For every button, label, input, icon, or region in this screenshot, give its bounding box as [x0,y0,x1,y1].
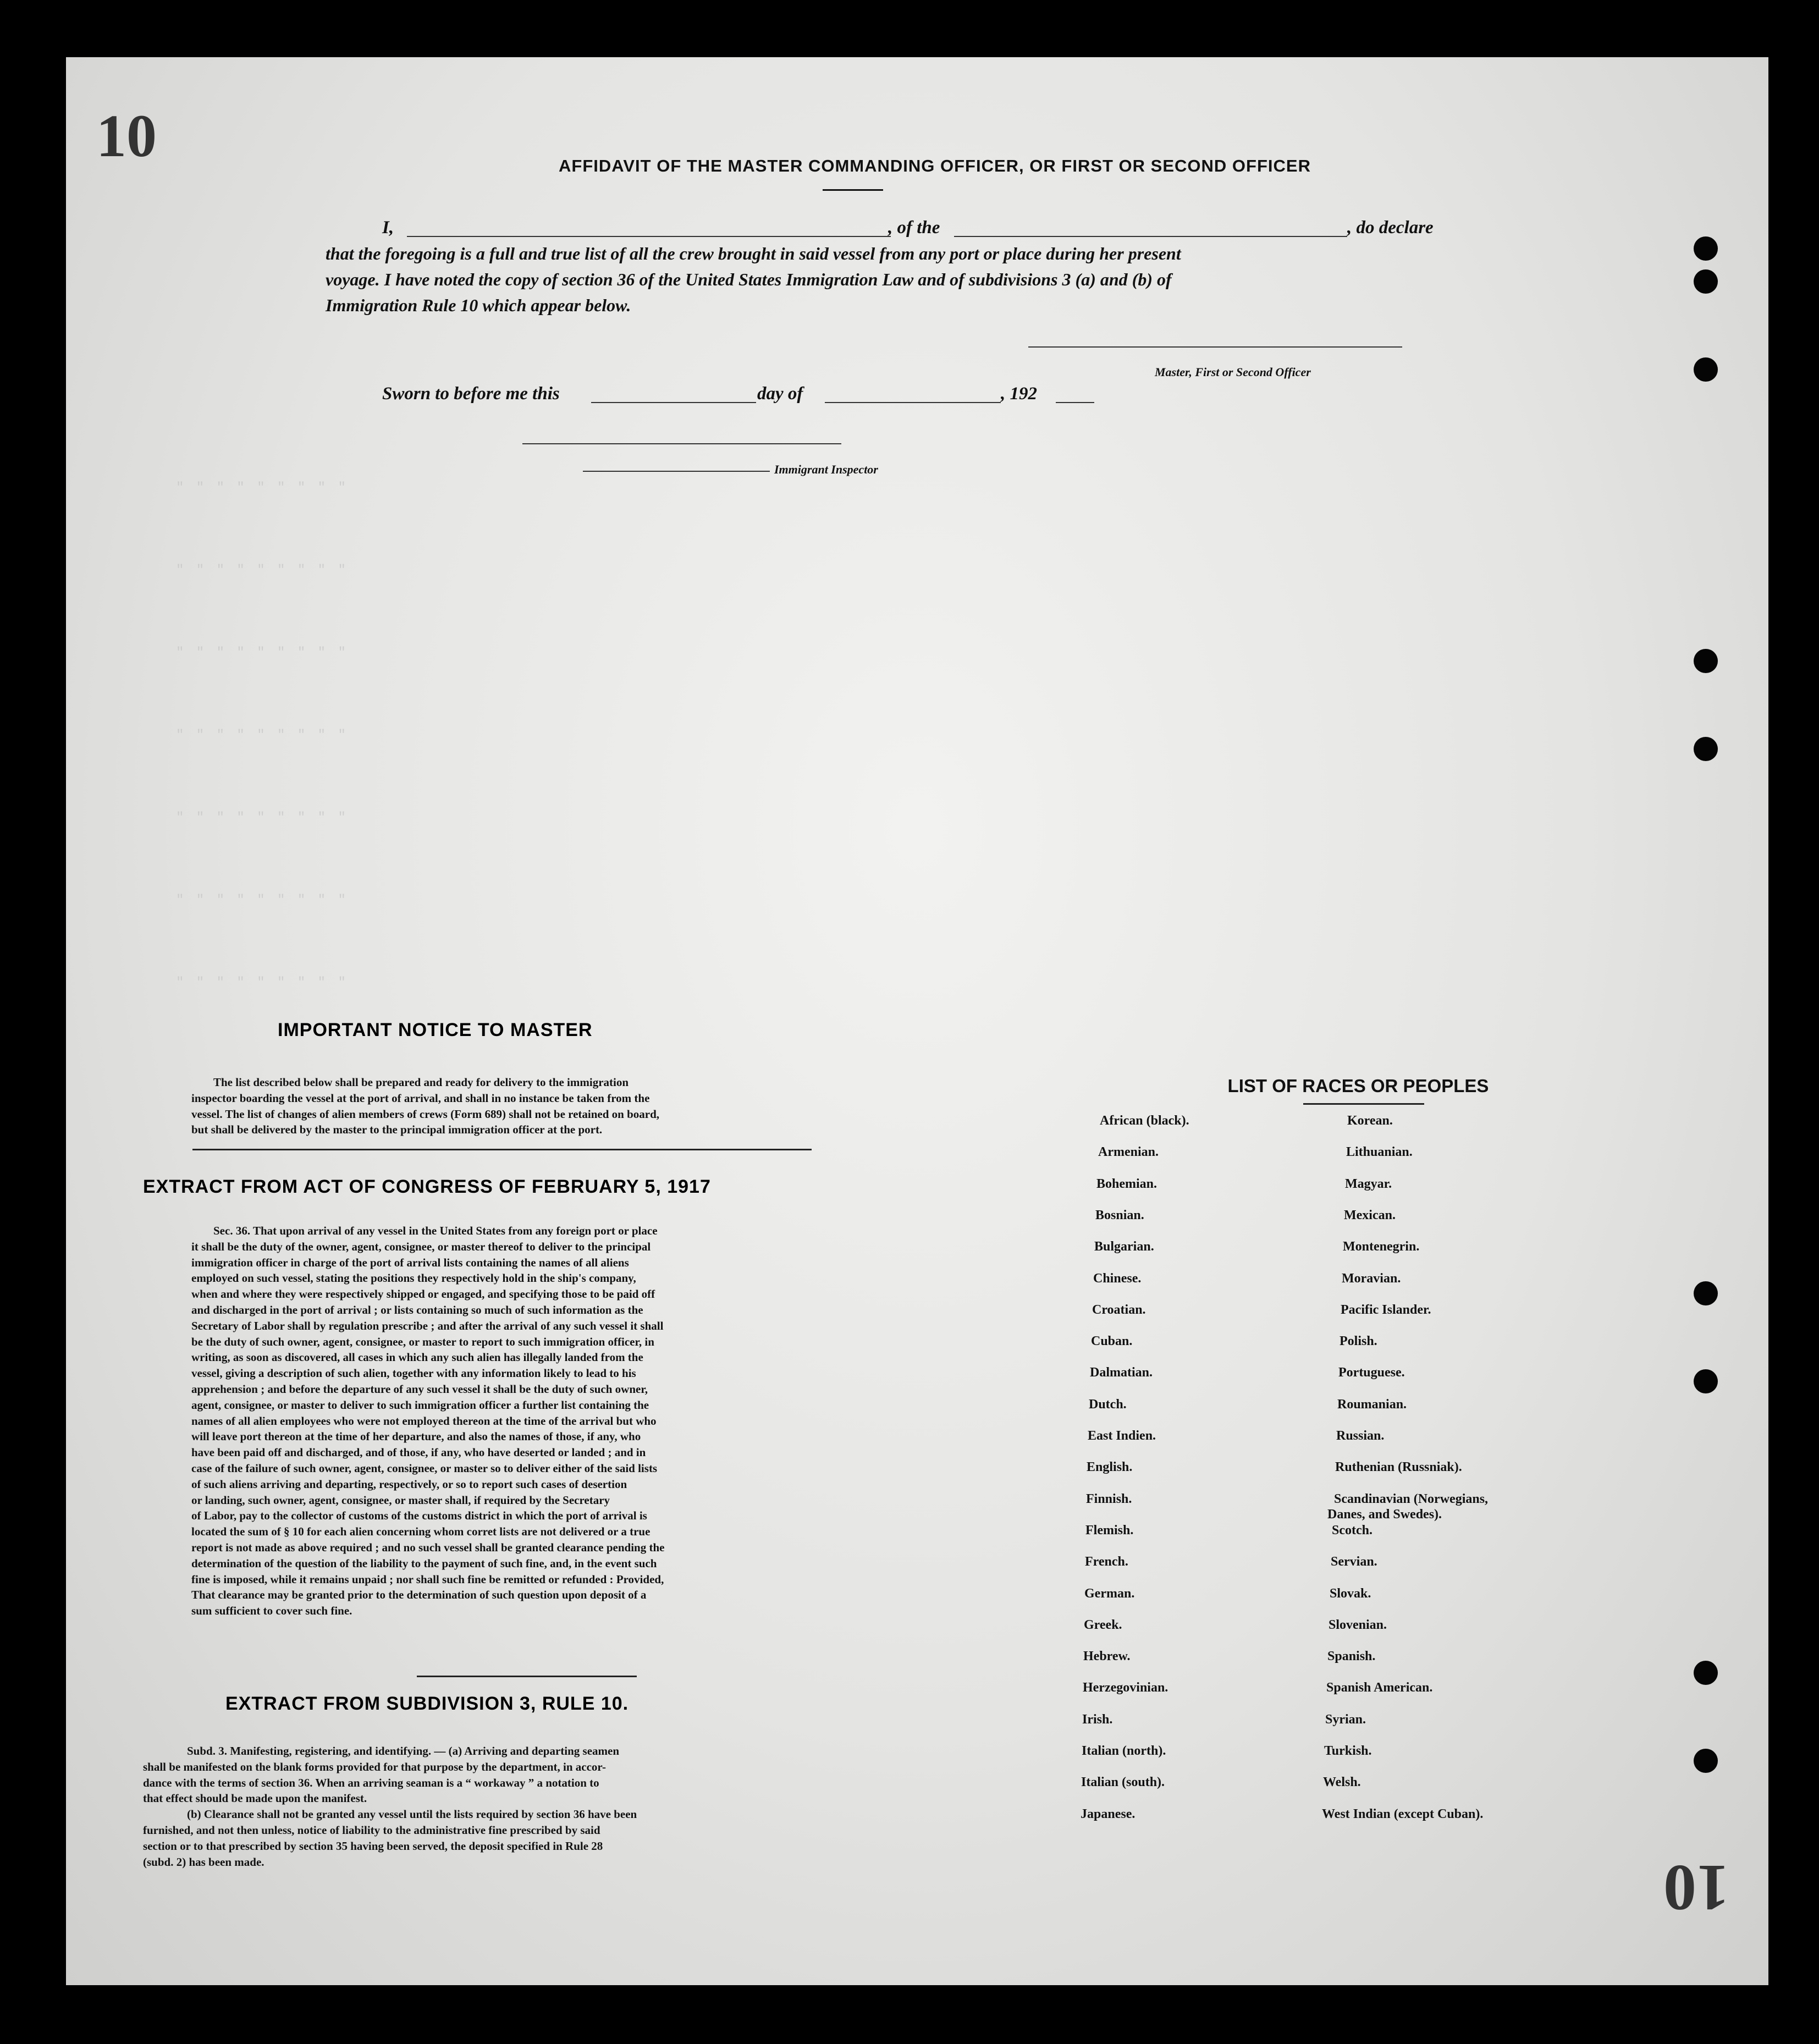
master-signature-line [1028,346,1402,348]
race-item: Spanish. [1327,1649,1376,1664]
race-item: Italian (north). [1082,1744,1166,1758]
notice-line: The list described below shall be prepared and ready for delivery to the immigration [213,1076,629,1089]
bleed-through-text: " " " " " " " " " [176,563,348,578]
race-item: African (black). [1100,1114,1189,1128]
notice-line: vessel. The list of changes of alien members of crews (Form 689) shall not be retained on board, [191,1107,660,1121]
notice-heading: IMPORTANT NOTICE TO MASTER [278,1020,593,1040]
rule-line: (subd. 2) has been made. [143,1855,264,1869]
race-item: German. [1084,1586,1135,1601]
act-line: writing, as soon as discovered, all cases in which any such alien has illegally landed from the [191,1351,643,1364]
race-item: Chinese. [1093,1271,1142,1286]
punch-hole [1694,1749,1718,1773]
punch-hole [1694,1369,1718,1393]
race-item: Scotch. [1332,1523,1372,1538]
race-item: Hebrew. [1083,1649,1131,1664]
inspector-line-2 [583,471,770,472]
day-blank [591,402,756,403]
race-item: Lithuanian. [1346,1145,1413,1160]
rule-line: furnished, and not then unless, notice of liability to the administrative fine prescribed by said [143,1823,600,1837]
race-item: Japanese. [1081,1806,1136,1821]
decl-line-2: that the foregoing is a full and true list of all the crew brought in said vessel from any port or place during her present [326,244,1181,263]
race-item: Croatian. [1092,1302,1146,1317]
race-item: Bohemian. [1096,1176,1157,1191]
act-line: sum sufficient to cover such fine. [191,1604,352,1618]
race-item: Dutch. [1089,1397,1127,1412]
rule-line: that effect should be made upon the manifest. [143,1792,367,1805]
punch-hole [1694,357,1718,382]
race-item: Slovenian. [1329,1617,1387,1632]
act-line: located the sum of § 10 for each alien concerning whom corret lists are not delivered or a true [191,1525,651,1539]
sworn-before: Sworn to before me this [382,384,560,404]
race-item: Welsh. [1323,1775,1361,1790]
race-item: Ruthenian (Russniak). [1335,1460,1462,1475]
punch-hole [1694,269,1718,294]
races-title: LIST OF RACES OR PEOPLES [1227,1076,1489,1096]
act-line: That clearance may be granted prior to the determination of such question upon deposit of a [191,1588,647,1602]
act-line: fine is imposed, while it remains unpaid ; nor shall such fine be remitted or refunded : Provided, [191,1572,664,1586]
act-extract-text [191,1223,807,1619]
race-item: Turkish. [1324,1744,1372,1758]
act-line: immigration officer in charge of the port of arrival lists containing the names of all aliens [191,1255,629,1269]
race-item: Bulgarian. [1094,1239,1154,1254]
act-line: be the duty of such owner, agent, consignee, or master to report to such immigration officer, in [191,1335,654,1348]
race-item: English. [1087,1460,1133,1475]
race-item: Korean. [1347,1114,1393,1128]
race-item: Pacific Islander. [1341,1302,1431,1317]
year-prefix: , 192 [1001,384,1037,404]
act-line: or landing, such owner, agent, consignee, or master shall, if required by the Secretary [191,1493,610,1507]
vessel-blank [954,236,1347,237]
affidavit-title: AFFIDAVIT OF THE MASTER COMMANDING OFFICER, OR FIRST OR SECOND OFFICER [559,156,1311,175]
act-line: report is not made as above required ; and no such vessel shall be granted clearance pending the [191,1540,665,1554]
inspector-label: Immigrant Inspector [774,462,878,476]
act-line: case of the failure of such owner, agent, consignee, or master so to deliver either of the said lists [191,1461,658,1475]
notice-text [191,1075,807,1138]
decl-i: I, [382,218,394,238]
act-line: it shall be the duty of the owner, agent, consignee, or master thereof to deliver to the principal [191,1239,651,1253]
act-line: when and where they were respectively shipped or engaged, and specifying those to be paid off [191,1287,655,1301]
race-item: Italian (south). [1081,1775,1165,1790]
name-blank [407,236,891,237]
act-line: apprehension ; and before the departure of any such vessel it shall be the duty of such owner, [191,1382,648,1396]
act-line: of such aliens arriving and departing, respectively, or so to report such cases of desertion [191,1477,627,1491]
race-item: Danes, and Swedes). [1327,1507,1442,1522]
page-number-top: 10 [96,102,157,169]
act-line: names of all alien employees who were not employed thereon at the time of the arrival but who [191,1414,657,1428]
divider [192,1149,812,1150]
race-item: Scandinavian (Norwegians, [1334,1491,1489,1506]
race-item: Moravian. [1342,1271,1401,1286]
punch-hole [1694,649,1718,673]
punch-hole [1694,236,1718,261]
race-item: Portuguese. [1338,1365,1405,1380]
race-item: Montenegrin. [1343,1239,1420,1254]
race-item: Polish. [1340,1334,1377,1349]
bleed-through-text: " " " " " " " " " [176,646,348,660]
race-item: Roumanian. [1337,1397,1407,1412]
act-line: agent, consignee, or master to deliver to such immigration officer a further list containing the [191,1398,649,1412]
bleed-through-text: " " " " " " " " " [176,893,348,908]
race-item: Bosnian. [1095,1208,1144,1222]
act-line: determination of the question of the liability to the payment of such fine, and, in the event such [191,1556,657,1570]
punch-hole [1694,1661,1718,1685]
race-item: Finnish. [1086,1491,1132,1506]
act-line: employed on such vessel, stating the positions they respectively hold in the ship's company, [191,1271,636,1285]
rule-line: Subd. 3. Manifesting, registering, and identifying. — (a) Arriving and departing seamen [187,1744,620,1757]
rule-extract-text [143,1743,808,1870]
rule-extract-heading: EXTRACT FROM SUBDIVISION 3, RULE 10. [225,1693,629,1714]
race-item: Irish. [1082,1712,1113,1727]
race-item: Mexican. [1344,1208,1396,1222]
race-item: French. [1085,1555,1128,1569]
bleed-through-text: " " " " " " " " " [176,811,348,825]
race-item: Armenian. [1098,1145,1159,1160]
month-blank [825,402,1001,403]
decl-line-3: voyage. I have noted the copy of section 36 of the United States Immigration Law and of subdivisions 3 (a) and (b) of [326,269,1172,289]
race-item: Syrian. [1325,1712,1366,1727]
race-item: Greek. [1084,1617,1122,1632]
bleed-through-text: " " " " " " " " " [176,976,348,990]
decl-line-4: Immigration Rule 10 which appear below. [326,295,631,315]
document-sheet [66,57,1768,1985]
rule-line: section or to that prescribed by section 35 having been served, the deposit specified in Rule 28 [143,1839,603,1853]
race-item: Slovak. [1330,1586,1371,1601]
race-item: Dalmatian. [1090,1365,1153,1380]
race-item: Magyar. [1345,1176,1392,1191]
act-line: will leave port thereon at the time of her departure, and also the names of those, if any, who [191,1430,641,1444]
bleed-through-text: " " " " " " " " " [176,481,348,495]
race-item: Flemish. [1085,1523,1134,1538]
race-item: Servian. [1331,1555,1377,1569]
act-extract-heading: EXTRACT FROM ACT OF CONGRESS OF FEBRUARY 5, 1917 [143,1176,711,1197]
act-line: Secretary of Labor shall by regulation prescribe ; and after the arrival of any such vessel it shall [191,1319,664,1332]
divider [417,1676,637,1677]
act-line: Sec. 36. That upon arrival of any vessel in the United States from any foreign port or place [213,1224,658,1237]
punch-hole [1694,1281,1718,1305]
act-line: vessel, giving a description of such alien, together with any information likely to lead to his [191,1367,636,1380]
race-item: Cuban. [1091,1334,1133,1349]
inspector-line-1 [522,443,841,444]
title-underline [823,189,883,191]
rule-line: (b) Clearance shall not be granted any vessel until the lists required by section 36 have been [187,1808,637,1821]
races-title-rule [1303,1103,1424,1105]
race-item: West Indian (except Cuban). [1322,1806,1484,1821]
page-number-bottom: 10 [1663,1852,1729,1925]
race-item: Russian. [1336,1429,1385,1443]
master-label: Master, First or Second Officer [1155,365,1311,379]
day-of: day of [757,384,803,404]
rule-line: shall be manifested on the blank forms provided for that purpose by the department, in accor- [143,1760,606,1773]
decl-of-the: , of the [888,218,940,238]
year-blank [1056,402,1094,403]
notice-line: but shall be delivered by the master to the principal immigration officer at the port. [191,1123,603,1137]
act-line: of Labor, pay to the collector of customs of the customs district in which the port of arrival is [191,1509,647,1523]
race-item: Spanish American. [1326,1681,1433,1695]
act-line: and discharged in the port of arrival ; or lists containing so much of such information as the [191,1303,643,1316]
race-item: Herzegovinian. [1083,1681,1168,1695]
notice-line: inspector boarding the vessel at the port of arrival, and shall in no instance be taken from the [191,1091,650,1105]
rule-line: dance with the terms of section 36. When an arriving seaman is a “ workaway ” a notation to [143,1776,599,1789]
bleed-through-text: " " " " " " " " " [176,728,348,743]
decl-do-declare: , do declare [1347,218,1434,238]
race-item: East Indien. [1088,1429,1156,1443]
act-line: have been paid off and discharged, and of those, if any, who have deserted or landed ; and in [191,1446,646,1459]
punch-hole [1694,737,1718,761]
